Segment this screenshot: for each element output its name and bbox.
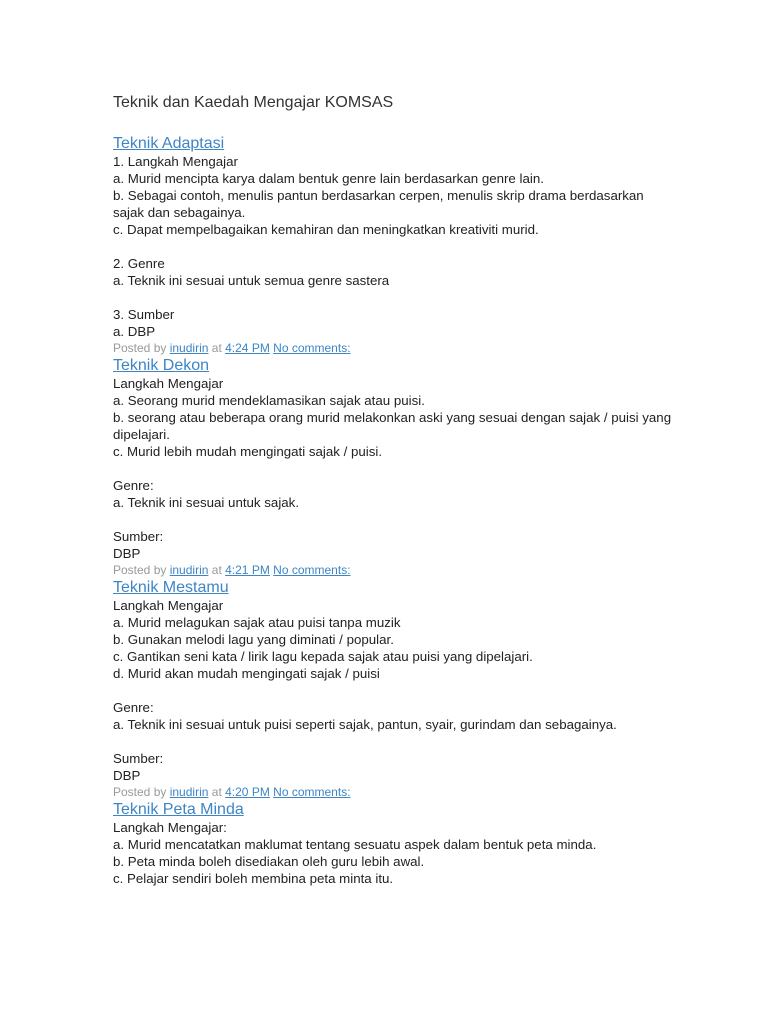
comments-link[interactable]: No comments: <box>273 785 351 799</box>
post-body-line: Langkah Mengajar: <box>113 820 227 835</box>
post-body-line: Sumber: <box>113 751 164 766</box>
document-page <box>113 93 673 887</box>
author-link[interactable]: inudirin <box>169 341 209 355</box>
post-body-line: Genre: <box>113 478 154 493</box>
post-body-line: DBP <box>113 768 141 783</box>
post-body <box>113 375 673 562</box>
blog-post <box>113 356 673 578</box>
blank-line <box>113 511 673 528</box>
blog-post <box>113 800 673 887</box>
post-footer <box>113 784 673 800</box>
post-body-line: b. seorang atau beberapa orang murid melakonkan aski yang sesuai dengan sajak / puisi yang dipelajari. <box>113 410 672 442</box>
post-body-line: a. DBP <box>113 324 156 339</box>
post-body <box>113 819 673 887</box>
at-label: at <box>211 341 222 355</box>
post-body-line: DBP <box>113 546 141 561</box>
author-link[interactable]: inudirin <box>169 563 209 577</box>
post-list <box>113 134 673 887</box>
post-body-line: b. Sebagai contoh, menulis pantun berdasarkan cerpen, menulis skrip drama berdasarkan sajak dan sebagainya. <box>113 188 644 220</box>
post-body-line: 1. Langkah Mengajar <box>113 154 238 169</box>
post-body <box>113 153 673 340</box>
post-body-line: c. Dapat mempelbagaikan kemahiran dan meningkatkan kreativiti murid. <box>113 222 539 237</box>
post-body-line: a. Murid melagukan sajak atau puisi tanpa muzik <box>113 615 401 630</box>
post-title-link[interactable]: Teknik Peta Minda <box>113 801 244 818</box>
post-title-link[interactable]: Teknik Dekon <box>113 357 210 374</box>
author-link[interactable]: inudirin <box>169 785 209 799</box>
post-body-line: 2. Genre <box>113 256 165 271</box>
document-title: Teknik dan Kaedah Mengajar KOMSAS <box>113 94 394 111</box>
post-footer <box>113 562 673 578</box>
comments-link[interactable]: No comments: <box>273 563 351 577</box>
post-title-link[interactable]: Teknik Mestamu <box>113 579 229 596</box>
at-label: at <box>211 785 222 799</box>
timestamp-link[interactable]: 4:20 PM <box>225 785 270 799</box>
blank-line <box>113 733 673 750</box>
comments-link[interactable]: No comments: <box>273 341 351 355</box>
timestamp-link[interactable]: 4:24 PM <box>225 341 270 355</box>
post-body-line: b. Gunakan melodi lagu yang diminati / popular. <box>113 632 394 647</box>
blog-post <box>113 578 673 800</box>
post-title-link[interactable]: Teknik Adaptasi <box>113 135 225 152</box>
posted-by-label: Posted by <box>113 341 167 355</box>
timestamp-link[interactable]: 4:21 PM <box>225 563 270 577</box>
post-body-line: c. Gantikan seni kata / lirik lagu kepada sajak atau puisi yang dipelajari. <box>113 649 533 664</box>
post-body-line: a. Seorang murid mendeklamasikan sajak atau puisi. <box>113 393 425 408</box>
post-body-line: Genre: <box>113 700 154 715</box>
post-body-line: b. Peta minda boleh disediakan oleh guru lebih awal. <box>113 854 425 869</box>
blank-line <box>113 682 673 699</box>
post-body-line: Langkah Mengajar <box>113 598 224 613</box>
post-body <box>113 597 673 784</box>
post-body-line: a. Murid mencatatkan maklumat tentang sesuatu aspek dalam bentuk peta minda. <box>113 837 597 852</box>
blank-line <box>113 238 673 255</box>
post-footer <box>113 340 673 356</box>
blog-post <box>113 134 673 356</box>
post-body-line: Sumber: <box>113 529 164 544</box>
post-body-line: 3. Sumber <box>113 307 175 322</box>
posted-by-label: Posted by <box>113 785 167 799</box>
post-body-line: a. Murid mencipta karya dalam bentuk genre lain berdasarkan genre lain. <box>113 171 544 186</box>
post-body-line: d. Murid akan mudah mengingati sajak / puisi <box>113 666 380 681</box>
blank-line <box>113 289 673 306</box>
post-body-line: a. Teknik ini sesuai untuk puisi seperti sajak, pantun, syair, gurindam dan sebagainya. <box>113 717 617 732</box>
post-body-line: Langkah Mengajar <box>113 376 224 391</box>
post-body-line: c. Pelajar sendiri boleh membina peta minta itu. <box>113 871 394 886</box>
posted-by-label: Posted by <box>113 563 167 577</box>
post-body-line: c. Murid lebih mudah mengingati sajak / puisi. <box>113 444 383 459</box>
post-body-line: a. Teknik ini sesuai untuk semua genre sastera <box>113 273 390 288</box>
post-body-line: a. Teknik ini sesuai untuk sajak. <box>113 495 300 510</box>
at-label: at <box>211 563 222 577</box>
blank-line <box>113 460 673 477</box>
